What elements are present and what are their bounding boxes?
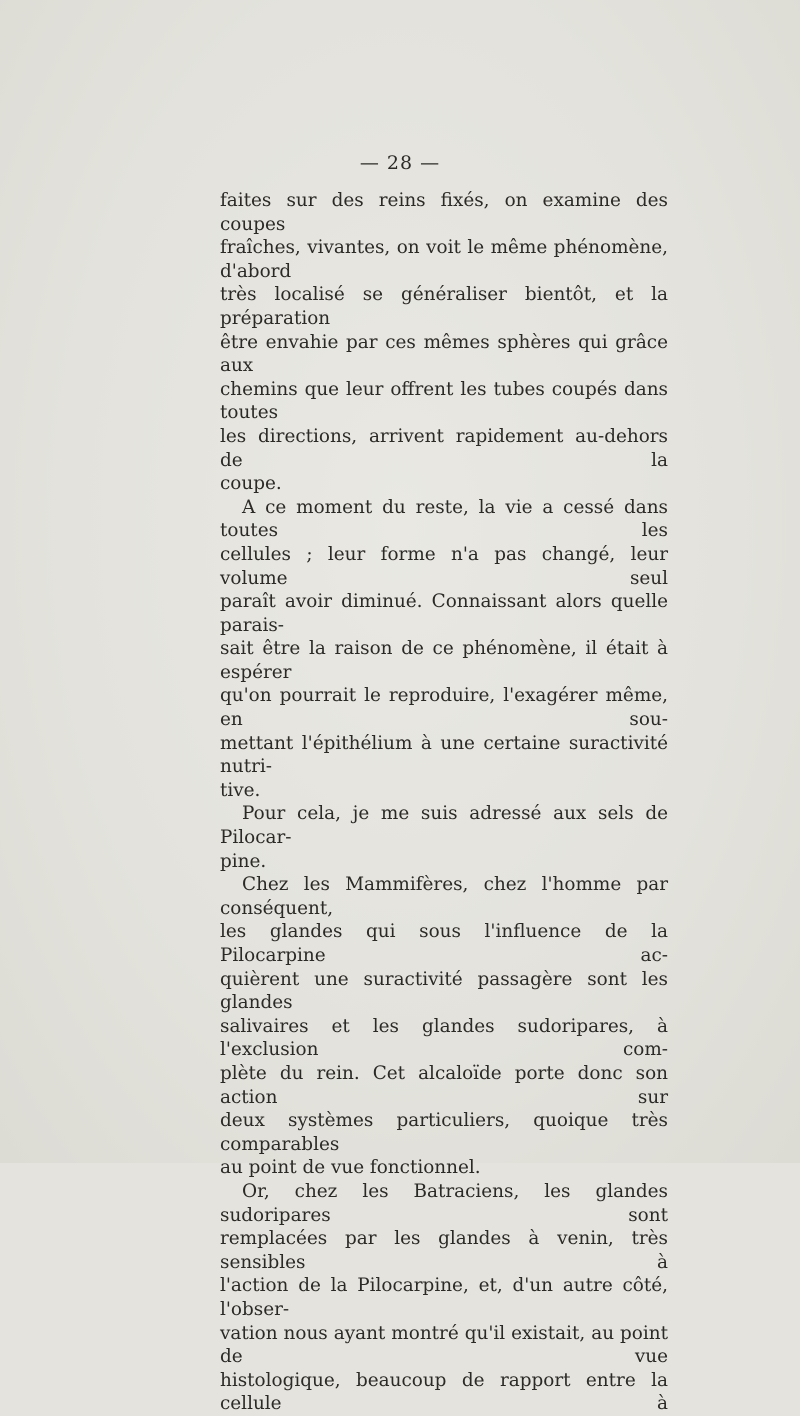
text-line: être envahie par ces mêmes sphères qui grâce aux — [220, 331, 668, 377]
text-line: histologique, beaucoup de rapport entre la cellule à — [220, 1369, 668, 1415]
text-line: deux systèmes particuliers, quoique très comparables — [220, 1110, 668, 1155]
text-line: coupe. — [220, 473, 282, 495]
text-line: fraîches, vivantes, on voit le même phénomène, d'abord — [220, 237, 668, 282]
text-line: Pour cela, je me suis adressé aux sels de Pilocar- — [220, 803, 668, 849]
text-line: quièrent une suractivité passagère sont les glandes — [220, 968, 668, 1014]
page-number: — 28 — — [359, 152, 441, 174]
text-line: très localisé se généraliser bientôt, et la préparation — [220, 284, 668, 329]
text-line: mettant l'épithélium à une certaine suractivité nutri- — [220, 732, 668, 778]
text-line: salivaires et les glandes sudoripares, à l'exclusion com- — [220, 1015, 668, 1061]
text-line: A ce moment du reste, la vie a cessé dans toutes les — [220, 496, 668, 542]
text-line: paraît avoir diminué. Connaissant alors quelle parais- — [220, 591, 668, 636]
text-line: chemins que leur offrent les tubes coupés dans toutes — [220, 378, 668, 424]
text-line: au point de vue fonctionnel. — [220, 1157, 481, 1179]
text-line: sait être la raison de ce phénomène, il était à espérer — [220, 638, 668, 683]
text-line: faites sur des reins fixés, on examine des coupes — [220, 190, 668, 235]
text-line: Or, chez les Batraciens, les glandes sudoripares sont — [220, 1180, 668, 1226]
text-line: les glandes qui sous l'influence de la Pilocarpine ac- — [220, 921, 668, 966]
text-line: l'action de la Pilocarpine, et, d'un autre côté, l'obser- — [220, 1275, 668, 1320]
text-line: vation nous ayant montré qu'il existait, au point de vue — [220, 1322, 668, 1368]
text-line: qu'on pourrait le reproduire, l'exagérer même, en sou- — [220, 685, 668, 731]
text-line: Chez les Mammifères, chez l'homme par conséquent, — [220, 874, 668, 919]
text-line: tive. — [220, 779, 261, 801]
text-line: plète du rein. Cet alcaloïde porte donc son action sur — [220, 1062, 668, 1108]
text-line: pine. — [220, 850, 267, 872]
text-line: cellules ; leur forme n'a pas changé, leur volume seul — [220, 543, 668, 589]
text-line: les directions, arrivent rapidement au-dehors de la — [220, 425, 668, 471]
body-text — [220, 189, 668, 1416]
text-line: remplacées par les glandes à venin, très sensibles à — [220, 1228, 668, 1273]
